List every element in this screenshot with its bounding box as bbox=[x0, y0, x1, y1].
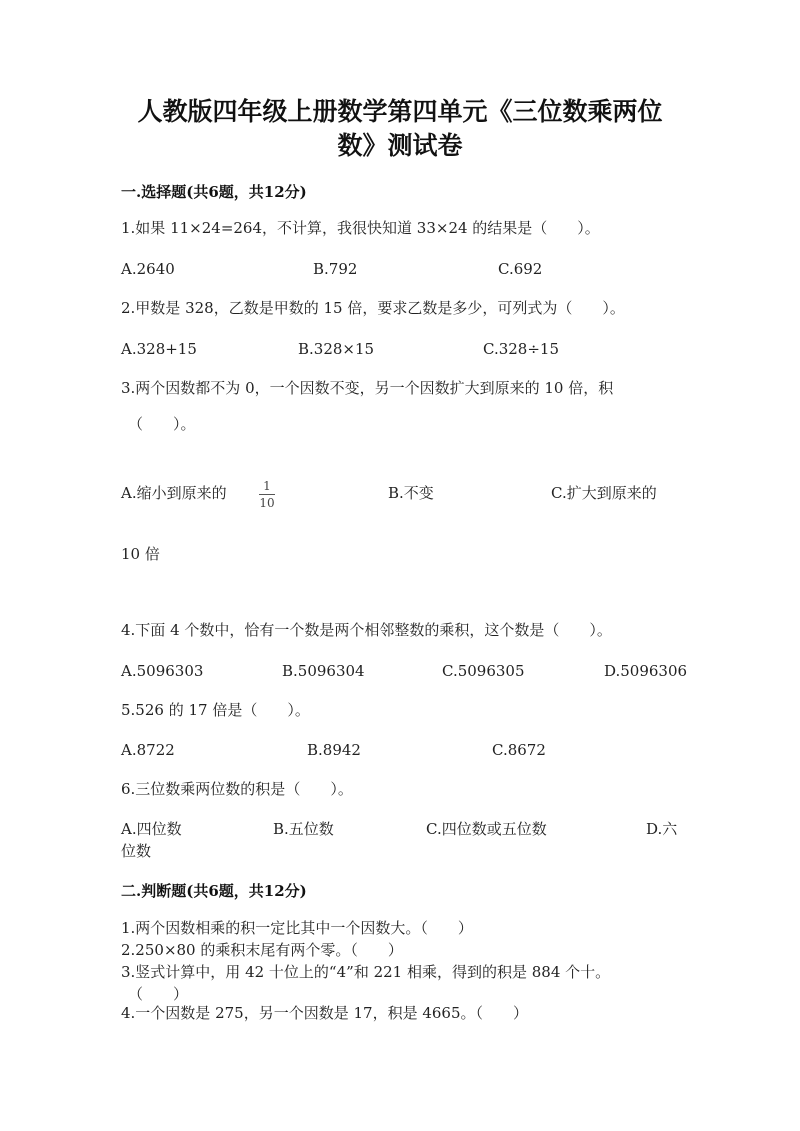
section-heading-choice: 一.选择题(共6题，共12分) bbox=[121, 183, 307, 201]
judgment-item-3: 3.竖式计算中，用 42 十位上的“4”和 221 相乘，得到的积是 884 个十。 bbox=[121, 963, 611, 981]
section-heading-judgment: 二.判断题(共6题，共12分) bbox=[121, 882, 307, 900]
document-title-line-2: 数》测试卷 bbox=[337, 131, 463, 160]
question-5-option-a[interactable]: A.8722 bbox=[121, 741, 175, 759]
question-4-option-c[interactable]: C.5096305 bbox=[442, 662, 525, 680]
question-1-option-b[interactable]: B.792 bbox=[313, 260, 358, 278]
question-3-option-c-cont: 10 倍 bbox=[121, 545, 160, 563]
fraction-bar bbox=[259, 494, 275, 495]
fraction-numerator: 1 bbox=[263, 479, 271, 493]
judgment-item-4: 4.一个因数是 275，另一个因数是 17，积是 4665。（ ） bbox=[121, 1004, 529, 1022]
question-6-option-d-cont: 位数 bbox=[121, 842, 152, 860]
question-1-option-a[interactable]: A.2640 bbox=[121, 260, 175, 278]
judgment-item-3-cont: （ ） bbox=[128, 985, 189, 1003]
question-3-option-b[interactable]: B.不变 bbox=[388, 484, 434, 502]
question-5-option-c[interactable]: C.8672 bbox=[492, 741, 546, 759]
question-4-option-a[interactable]: A.5096303 bbox=[121, 662, 204, 680]
question-5-option-b[interactable]: B.8942 bbox=[307, 741, 361, 759]
question-5-text: 5.526 的 17 倍是（ ）。 bbox=[121, 701, 310, 719]
question-3-fraction bbox=[257, 479, 277, 510]
judgment-item-1: 1.两个因数相乘的积一定比其中一个因数大。（ ） bbox=[121, 919, 473, 937]
question-2-option-c[interactable]: C.328÷15 bbox=[483, 340, 559, 358]
question-4-option-b[interactable]: B.5096304 bbox=[282, 662, 365, 680]
question-3-option-c[interactable]: C.扩大到原来的 bbox=[551, 484, 657, 502]
question-1-text: 1.如果 11×24=264，不计算，我很快知道 33×24 的结果是（ ）。 bbox=[121, 219, 600, 237]
judgment-item-2: 2.250×80 的乘积末尾有两个零。（ ） bbox=[121, 941, 403, 959]
question-3-option-a[interactable]: A.缩小到原来的 bbox=[121, 484, 227, 502]
question-3-text: 3.两个因数都不为 0，一个因数不变，另一个因数扩大到原来的 10 倍，积 bbox=[121, 379, 614, 397]
question-6-option-d[interactable]: D.六 bbox=[646, 820, 678, 838]
question-2-option-a[interactable]: A.328+15 bbox=[121, 340, 197, 358]
question-4-text: 4.下面 4 个数中，恰有一个数是两个相邻整数的乘积，这个数是（ ）。 bbox=[121, 621, 612, 639]
fraction-denominator: 10 bbox=[259, 496, 275, 510]
question-4-option-d[interactable]: D.5096306 bbox=[604, 662, 688, 680]
question-6-option-c[interactable]: C.四位数或五位数 bbox=[426, 820, 547, 838]
question-6-text: 6.三位数乘两位数的积是（ ）。 bbox=[121, 780, 353, 798]
question-6-option-b[interactable]: B.五位数 bbox=[273, 820, 334, 838]
question-2-option-b[interactable]: B.328×15 bbox=[298, 340, 375, 358]
question-1-option-c[interactable]: C.692 bbox=[498, 260, 543, 278]
document-title-line-1: 人教版四年级上册数学第四单元《三位数乘两位 bbox=[137, 97, 663, 126]
question-3-text-cont: （ ）。 bbox=[128, 415, 196, 433]
question-6-option-a[interactable]: A.四位数 bbox=[121, 820, 182, 838]
question-2-text: 2.甲数是 328，乙数是甲数的 15 倍，要求乙数是多少，可列式为（ ）。 bbox=[121, 299, 625, 317]
